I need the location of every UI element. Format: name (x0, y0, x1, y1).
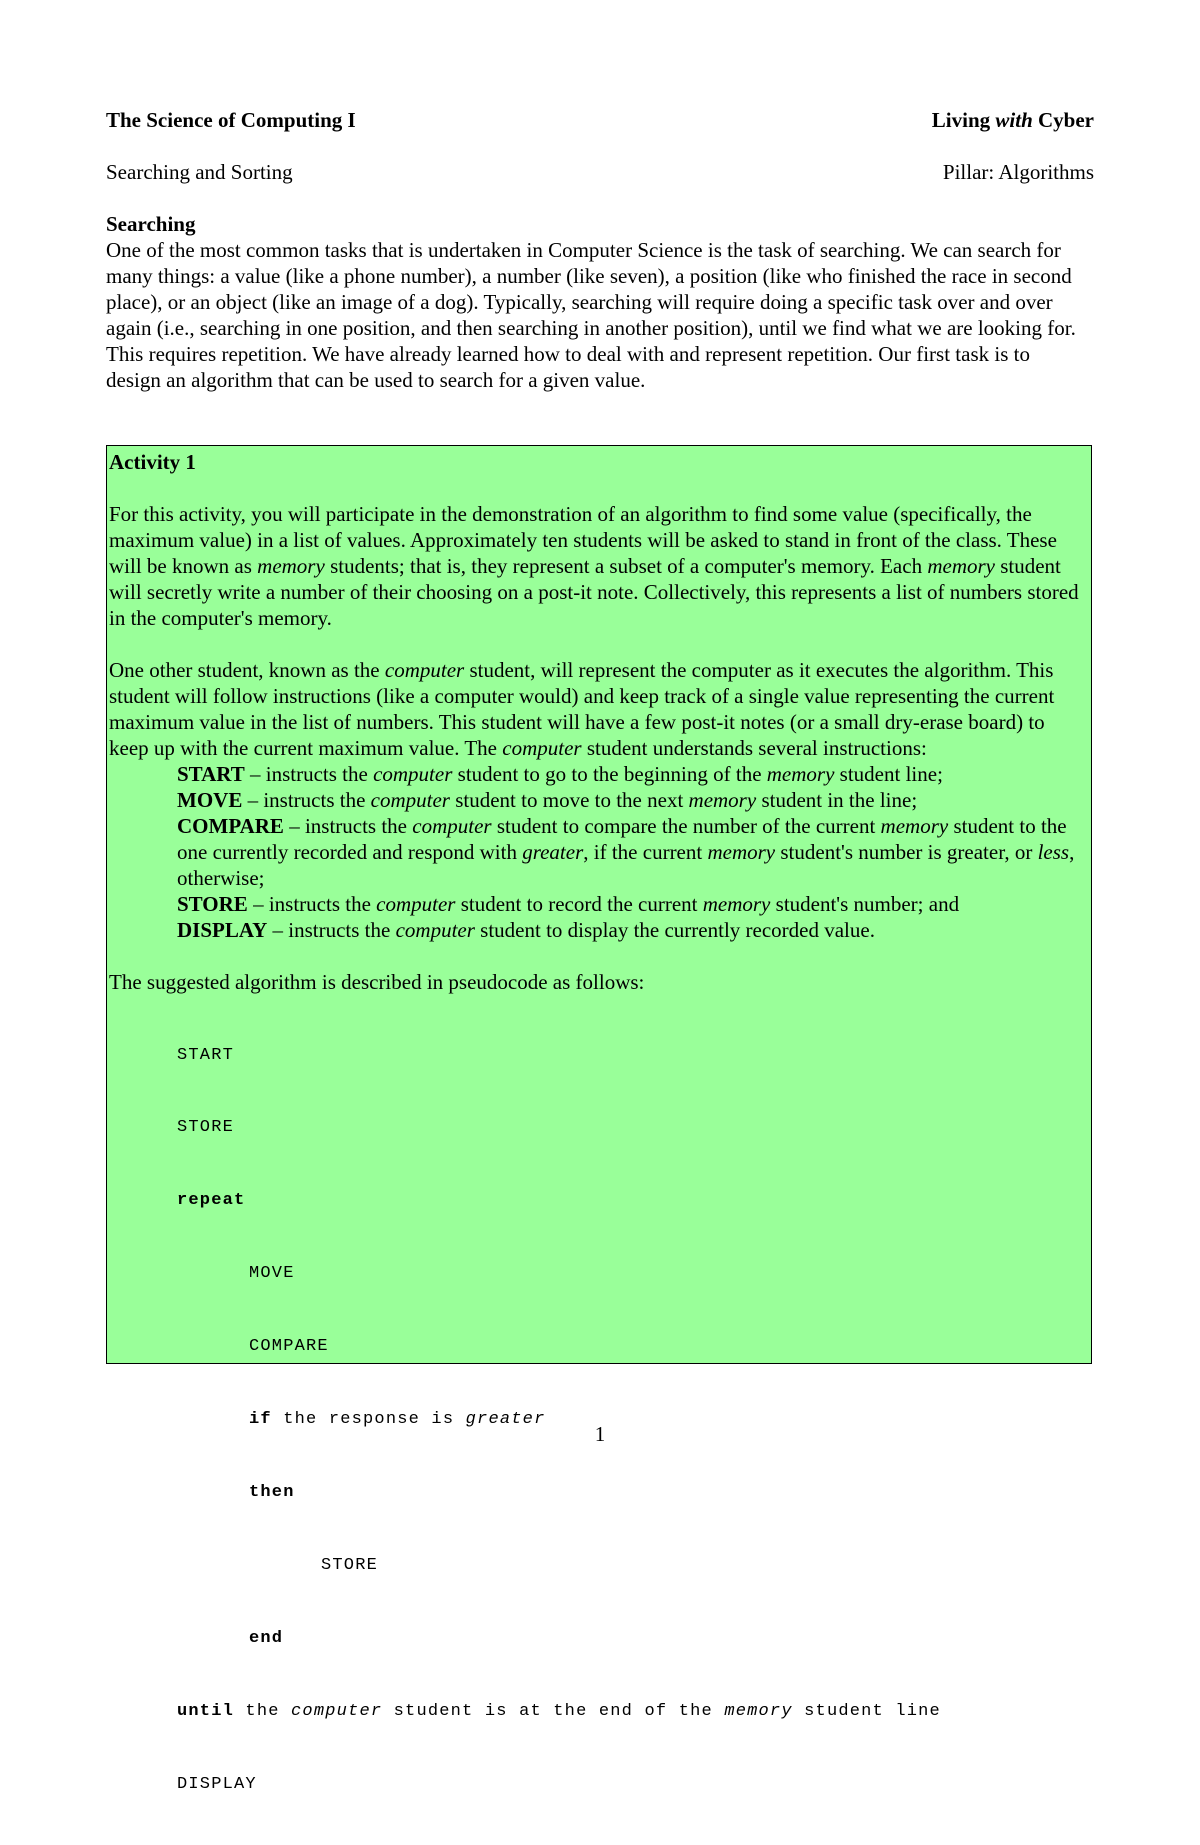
pseudocode-intro: The suggested algorithm is described in pseudocode as follows: (109, 970, 645, 994)
code-line: MOVE (249, 1264, 295, 1284)
activity-box (106, 445, 1092, 1794)
searching-section (106, 211, 1086, 393)
topic-label: Searching and Sorting (106, 160, 293, 184)
page-number: 1 (594, 1422, 606, 1446)
instruction-display: DISPLAY – instructs the computer student to display the currently recorded value. (177, 918, 875, 942)
activity-paragraph-2: One other student, known as the computer student, will represent the computer as it executes the algorithm. This student will follow instructions (like a computer would) and keep track of a single value representing the current maximum value in the list of numbers. This student will have a few post-it notes (or a small dry-erase board) to keep up with the current maximum value. The computer student understands several instructions: (109, 658, 1055, 760)
pseudocode-block (109, 995, 1087, 1845)
series-title: Living with Cyber (931, 108, 1094, 132)
pillar-label: Pillar: Algorithms (942, 160, 1094, 184)
instruction-compare: COMPARE – instructs the computer student to compare the number of the current memory student to the one currently recorded and respond with greater, if the current memory student's number is greater, or less, otherwise; (177, 814, 1075, 890)
code-line: repeat (177, 1191, 246, 1211)
code-line: START (177, 1045, 235, 1065)
code-line: if the response is greater (249, 1410, 546, 1430)
activity-title: Activity 1 (109, 450, 196, 474)
instruction-move: MOVE – instructs the computer student to move to the next memory student in the line; (177, 788, 918, 812)
instruction-store: STORE – instructs the computer student to record the current memory student's number; and (177, 892, 960, 916)
code-line: COMPARE (249, 1337, 329, 1357)
section-heading: Searching (106, 212, 196, 236)
code-line: then (249, 1482, 295, 1502)
instruction-start: START – instructs the computer student to go to the beginning of the memory student line; (177, 762, 943, 786)
header-row-1 (106, 107, 1094, 133)
code-line: STORE (177, 1118, 235, 1138)
instruction-list (109, 761, 1087, 943)
code-line: STORE (321, 1555, 379, 1575)
section-body: One of the most common tasks that is undertaken in Computer Science is the task of searching. We can search for many things: a value (like a phone number), a number (like seven), a position (like who finished the race in second place), or an object (like an image of a dog). Typically, searching will require doing a specific task over and over again (i.e., searching in one position, and then searching in another position), until we find what we are looking for. This requires repetition. We have already learned how to deal with and represent repetition. Our first task is to design an algorithm that can be used to search for a given value. (106, 238, 1076, 392)
code-line: until the computer student is at the end of the memory student line (177, 1701, 941, 1721)
header-row-2 (106, 159, 1094, 185)
course-title: The Science of Computing I (106, 108, 356, 132)
code-line: end (249, 1628, 284, 1648)
activity-paragraph-1: For this activity, you will participate in the demonstration of an algorithm to find some value (specifically, the maximum value) in a list of values. Approximately ten students will be asked to stand in front of the class. These will be known as memory students; that is, they represent a subset of a computer's memory. Each memory student will secretly write a number of their choosing on a post-it note. Collectively, this represents a list of numbers stored in the computer's memory. (109, 502, 1079, 630)
code-line: DISPLAY (177, 1774, 257, 1794)
